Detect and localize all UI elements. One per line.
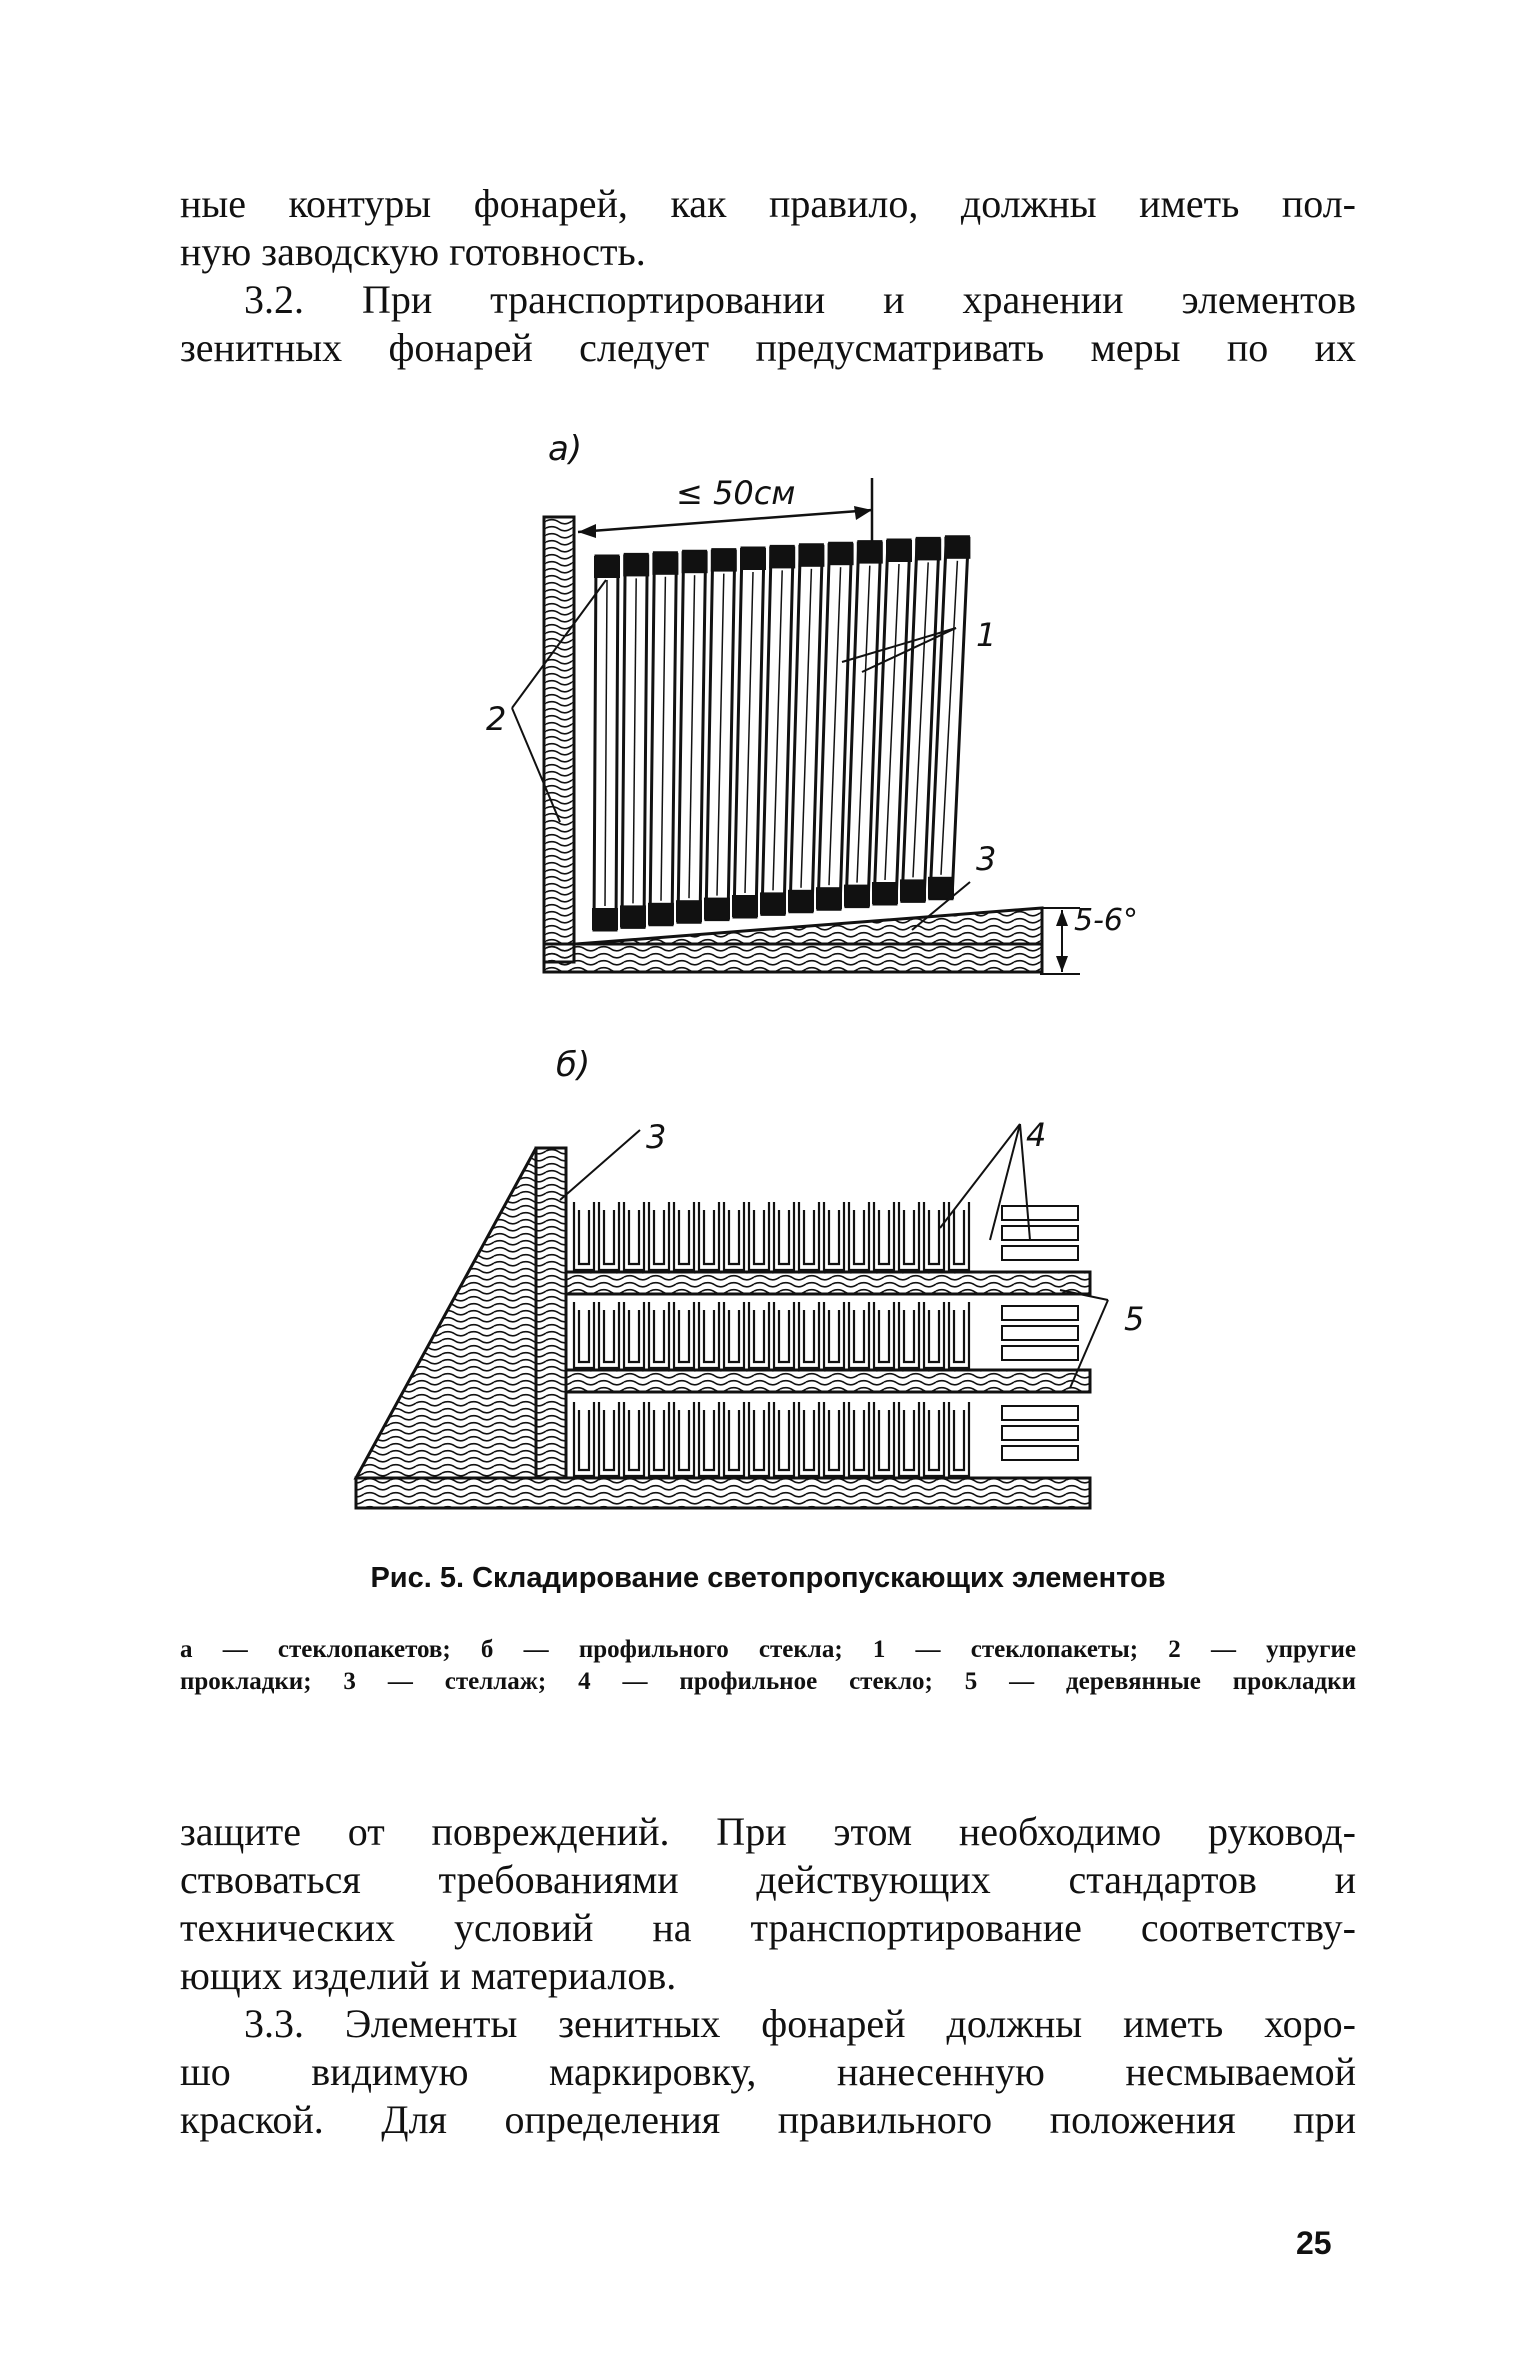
callout-line-4 xyxy=(940,1124,1020,1228)
profile-glass-flat xyxy=(1002,1406,1078,1420)
profile-glass xyxy=(599,1402,619,1476)
panel-label-a: а) xyxy=(548,429,583,469)
text-line: технических условий на транспортирование соответству- xyxy=(180,1905,1356,1950)
angle-label: 5-6° xyxy=(1074,903,1138,938)
glass-pack xyxy=(620,554,649,927)
glass-pack xyxy=(704,550,737,920)
profile-glass xyxy=(824,1302,844,1368)
callout-4: 4 xyxy=(1026,1116,1047,1154)
profile-glass xyxy=(749,1302,769,1368)
text-line: ющих изделий и материалов. xyxy=(180,1953,677,1998)
profile-glass xyxy=(949,1402,969,1476)
text-line: ную заводскую готовность. xyxy=(180,229,646,274)
glass-pack xyxy=(648,553,678,925)
profile-glass xyxy=(849,1202,869,1270)
profile-glass xyxy=(699,1302,719,1368)
dimension-line xyxy=(578,510,872,532)
glass-pack-array xyxy=(592,537,970,930)
profile-glass xyxy=(899,1402,919,1476)
legend-line: а — стеклопакетов; б — профильного стекла; 1 — стеклопакеты; 2 — упругие xyxy=(180,1636,1356,1663)
glass-pack xyxy=(676,551,708,922)
profile-glass-flat xyxy=(1002,1246,1078,1260)
profile-glass-flat xyxy=(1002,1426,1078,1440)
glass-pack xyxy=(900,538,941,901)
figure-caption-title: Рис. 5. Складирование светопропускающих элементов xyxy=(370,1562,1166,1594)
wooden-spacer xyxy=(566,1272,1090,1294)
profile-glass xyxy=(899,1202,919,1270)
profile-glass xyxy=(724,1402,744,1476)
profile-glass xyxy=(874,1202,894,1270)
profile-glass xyxy=(824,1202,844,1270)
wooden-spacer xyxy=(566,1370,1090,1392)
profile-glass-flat xyxy=(1002,1226,1078,1240)
profile-glass xyxy=(724,1302,744,1368)
callout-3b: 3 xyxy=(646,1118,667,1156)
glass-pack xyxy=(732,548,766,917)
profile-glass xyxy=(574,1302,594,1368)
profile-glass xyxy=(724,1202,744,1270)
profile-glass xyxy=(649,1202,669,1270)
text-line: краской. Для определения правильного положения при xyxy=(180,2097,1356,2142)
profile-glass-flat xyxy=(1002,1326,1078,1340)
profile-glass xyxy=(774,1402,794,1476)
rack-base-a xyxy=(544,944,1042,972)
text-line: защите от повреждений. При этом необходимо руковод- xyxy=(180,1809,1356,1854)
text-line: зенитных фонарей следует предусматривать меры по их xyxy=(180,325,1356,370)
profile-glass xyxy=(674,1402,694,1476)
profile-glass xyxy=(574,1202,594,1270)
profile-glass xyxy=(649,1302,669,1368)
profile-glass xyxy=(949,1302,969,1368)
paragraph-continuation xyxy=(180,1808,1356,2000)
profile-glass xyxy=(599,1202,619,1270)
figure-caption-legend xyxy=(180,1634,1356,1698)
profile-glass xyxy=(799,1202,819,1270)
rack-base-b xyxy=(356,1478,1090,1508)
profile-glass xyxy=(849,1402,869,1476)
glass-pack xyxy=(928,537,970,899)
profile-glass-flat xyxy=(1002,1206,1078,1220)
profile-glass xyxy=(674,1302,694,1368)
profile-glass xyxy=(749,1202,769,1270)
glass-pack xyxy=(760,546,795,914)
rack-post-a xyxy=(544,517,574,962)
profile-glass xyxy=(774,1302,794,1368)
profile-glass xyxy=(624,1202,644,1270)
text-line: ствоваться требованиями действующих стандартов и xyxy=(180,1857,1356,1902)
profile-glass xyxy=(599,1302,619,1368)
profile-glass xyxy=(699,1402,719,1476)
profile-glass xyxy=(749,1402,769,1476)
profile-glass xyxy=(699,1202,719,1270)
page-number: 25 xyxy=(1296,2225,1332,2261)
profile-glass xyxy=(624,1402,644,1476)
text-line: ные контуры фонарей, как правило, должны иметь пол- xyxy=(180,181,1356,226)
profile-glass xyxy=(874,1402,894,1476)
profile-glass xyxy=(874,1302,894,1368)
glass-pack xyxy=(592,556,620,930)
profile-glass xyxy=(774,1202,794,1270)
profile-glass xyxy=(649,1402,669,1476)
callout-line-3b xyxy=(560,1130,640,1200)
profile-glass xyxy=(899,1302,919,1368)
callout-2: 2 xyxy=(486,700,507,738)
callout-1: 1 xyxy=(976,616,997,654)
profile-glass-flat xyxy=(1002,1306,1078,1320)
profile-glass xyxy=(924,1202,944,1270)
text-line: 3.3. Элементы зенитных фонарей должны иметь хоро- xyxy=(244,2001,1356,2046)
rack-brace-b xyxy=(356,1148,536,1478)
profile-glass xyxy=(674,1202,694,1270)
panel-label-b: б) xyxy=(556,1045,591,1085)
profile-glass-flat xyxy=(1002,1346,1078,1360)
profile-glass xyxy=(574,1402,594,1476)
text-line: 3.2. При транспортировании и хранении элементов xyxy=(244,277,1356,322)
profile-glass xyxy=(824,1402,844,1476)
profile-glass-rows xyxy=(574,1202,1078,1476)
text-line: шо видимую маркировку, нанесенную несмываемой xyxy=(180,2049,1356,2094)
profile-glass xyxy=(799,1302,819,1368)
profile-glass xyxy=(924,1302,944,1368)
profile-glass xyxy=(799,1402,819,1476)
callout-3a: 3 xyxy=(976,840,997,878)
profile-glass xyxy=(624,1302,644,1368)
legend-line: прокладки; 3 — стеллаж; 4 — профильное стекло; 5 — деревянные прокладки xyxy=(180,1668,1356,1695)
callout-5: 5 xyxy=(1124,1300,1145,1338)
profile-glass-flat xyxy=(1002,1446,1078,1460)
profile-glass xyxy=(849,1302,869,1368)
paragraph-3-3 xyxy=(180,2000,1356,2144)
profile-glass xyxy=(924,1402,944,1476)
dimension-label: ≤ 50см xyxy=(676,474,796,512)
